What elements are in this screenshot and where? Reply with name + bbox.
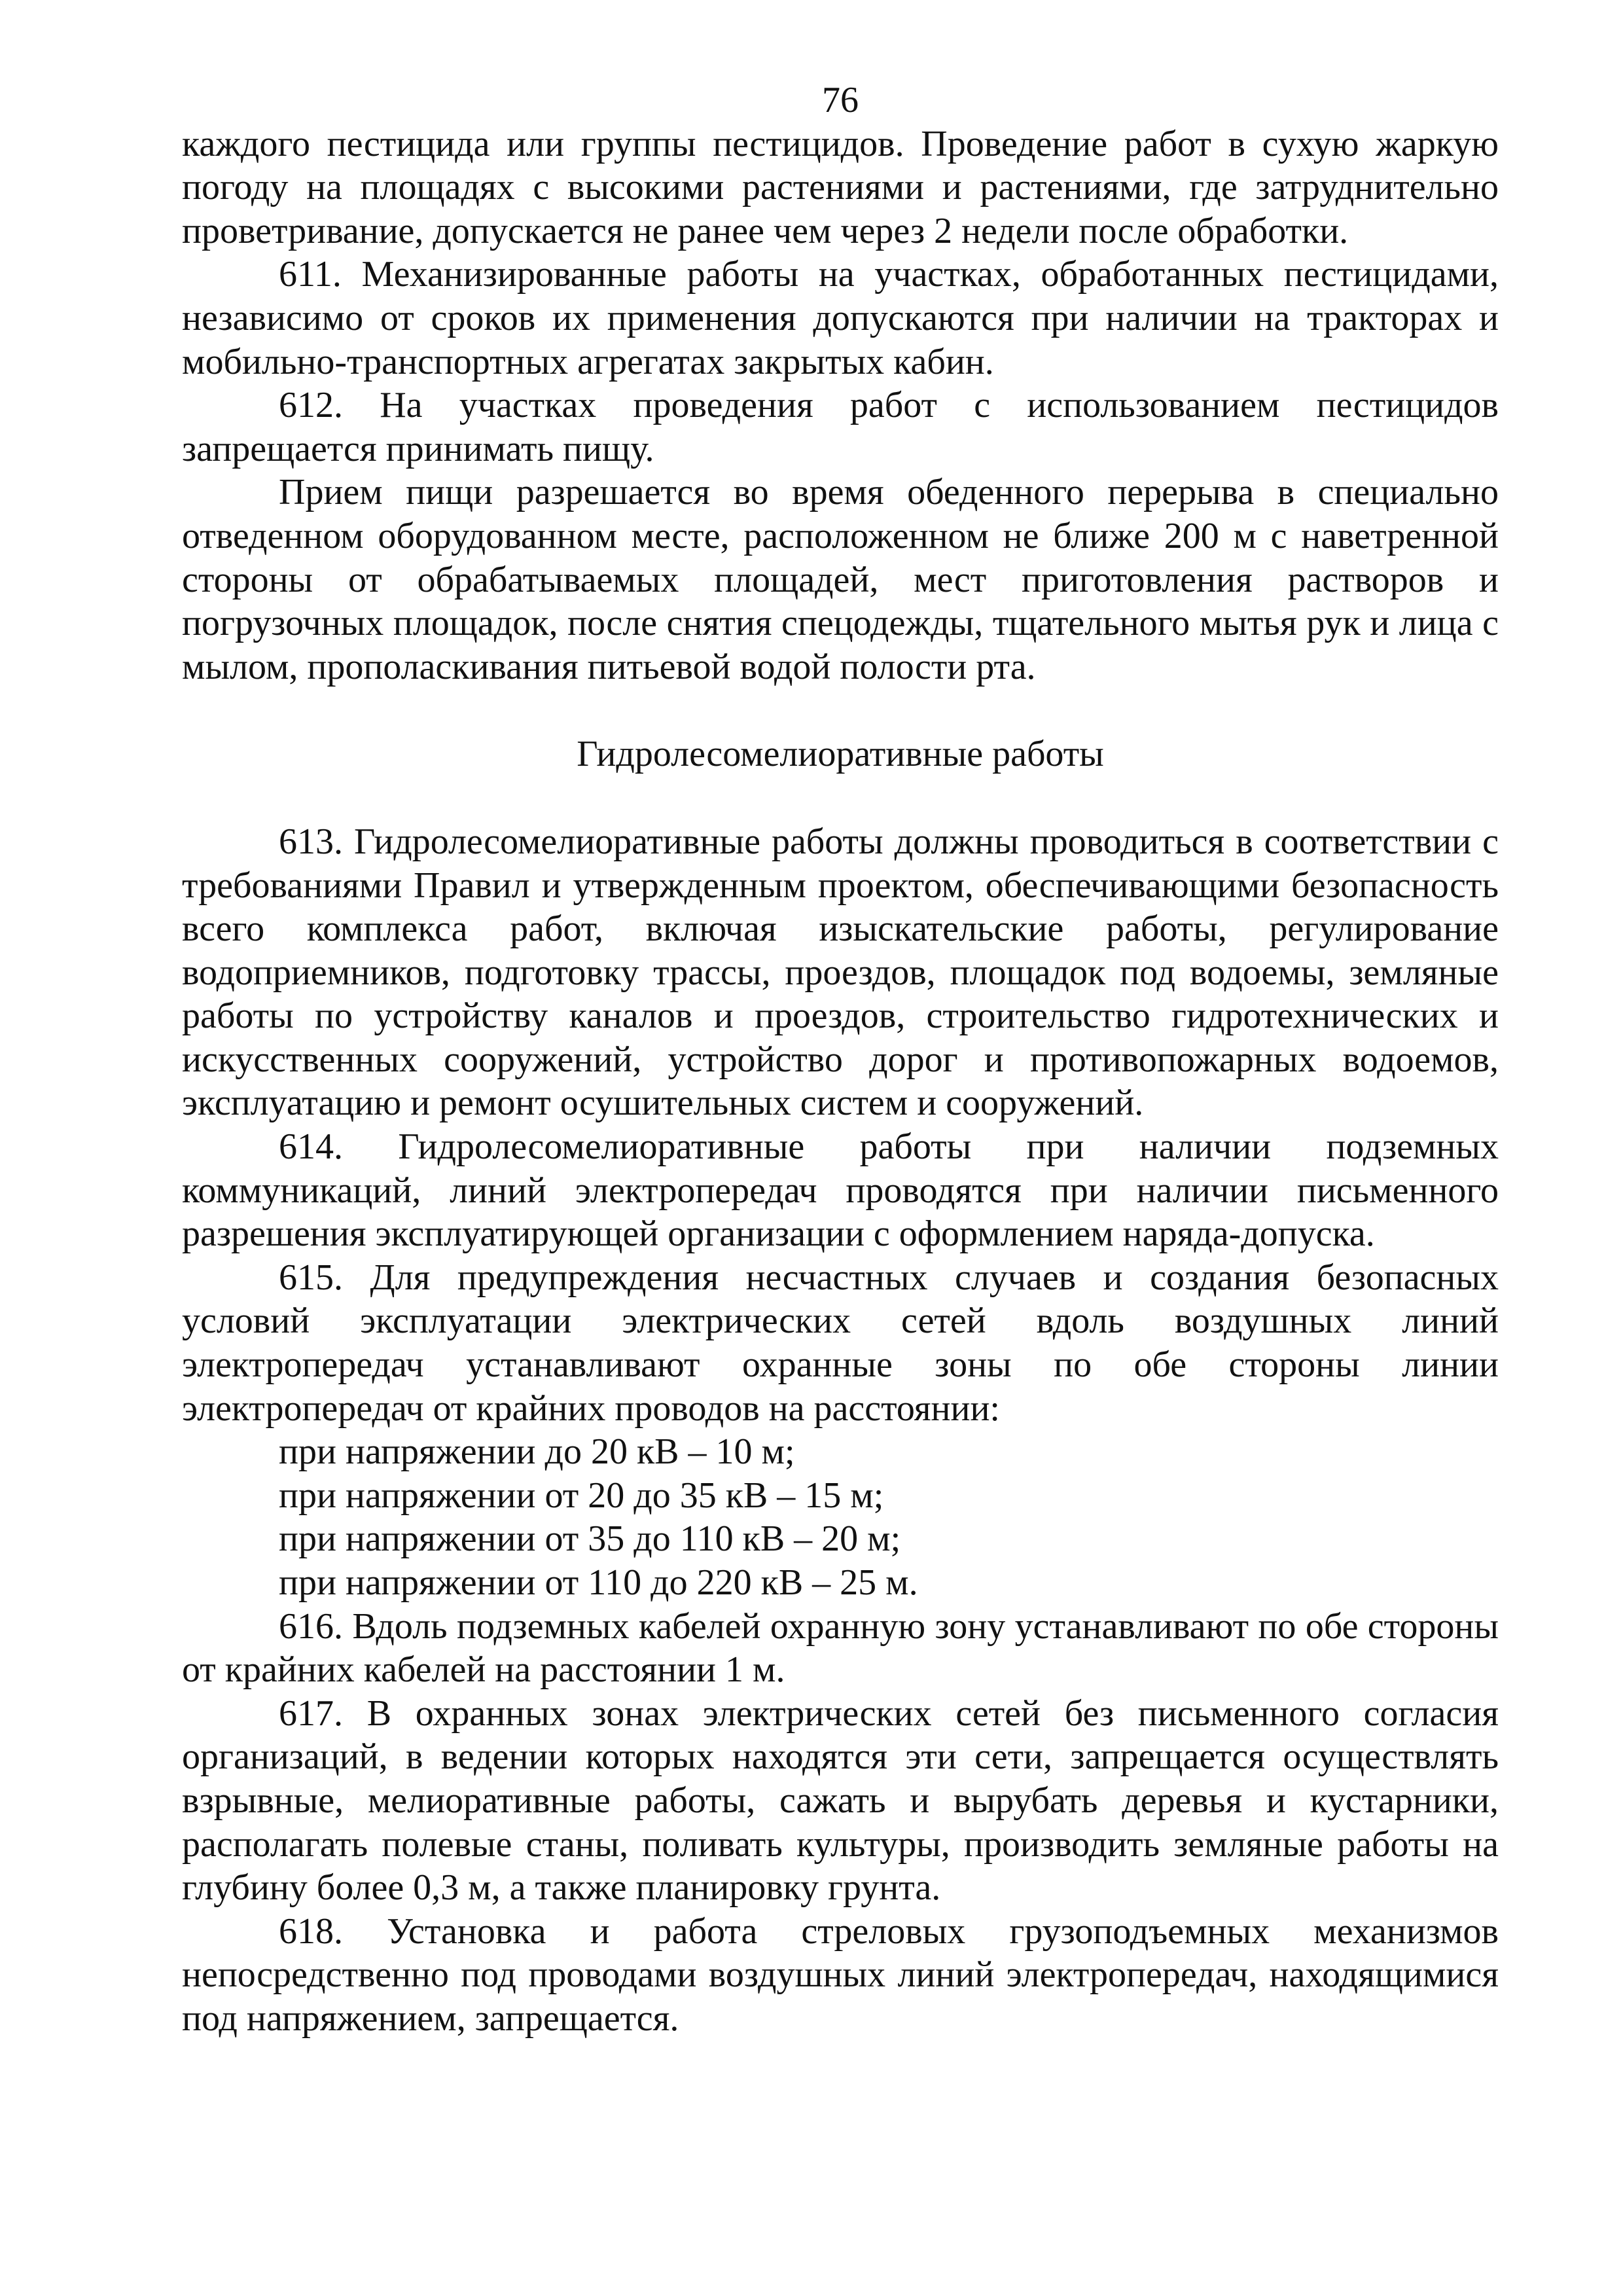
voltage-list-item: при напряжении до 20 кВ – 10 м; <box>279 1431 795 1473</box>
voltage-list-item: при напряжении от 20 до 35 кВ – 15 м; <box>279 1475 884 1516</box>
paragraph-614: 614. Гидролесомелиоративные работы при наличии подземных коммуникаций, линий электропередач проводятся при наличии письменного разрешения эксплуатирующей организации с оформлением наряда-допуска. <box>182 1126 1499 1255</box>
paragraph-616: 616. Вдоль подземных кабелей охранную зону устанавливают по обе стороны от крайних кабелей на расстоянии 1 м. <box>182 1605 1499 1691</box>
paragraph-617: 617. В охранных зонах электрических сетей без письменного согласия организаций, в ведении которых находятся эти сети, запрещается осуществлять взрывные, мелиоративные работы, сажать и вырубать деревья и кустарники, располагать полевые станы, поливать культуры, производить земляные работы на глубину более 0,3 м, а также планировку грунта. <box>182 1693 1499 1909</box>
paragraph-611: 611. Механизированные работы на участках, обработанных пестицидами, независимо от сроков их применения допускаются при наличии на тракторах и мобильно-транспортных агрегатах закрытых кабин. <box>182 254 1499 382</box>
voltage-list-item: при напряжении от 110 до 220 кВ – 25 м. <box>279 1562 918 1603</box>
paragraph-612-continuation: Прием пищи разрешается во время обеденного перерыва в специально отведенном оборудованном месте, расположенном не ближе 200 м с наветренной стороны от обрабатываемых площадей, мест приготовления растворов и погрузочных площадок, после снятия спецодежды, тщательного мытья рук и лица с мылом, прополаскивания питьевой водой полости рта. <box>182 472 1499 687</box>
paragraph-618: 618. Установка и работа стреловых грузоподъемных механизмов непосредственно под проводами воздушных линий электропередач, находящимися под напряжением, запрещается. <box>182 1910 1499 2039</box>
paragraph-615: 615. Для предупреждения несчастных случаев и создания безопасных условий эксплуатации электрических сетей вдоль воздушных линий электропередач устанавливают охранные зоны по обе стороны линии электропередач от крайних проводов на расстоянии: <box>182 1257 1499 1429</box>
page-number: 76 <box>822 80 859 120</box>
document-page <box>182 79 1499 2041</box>
paragraph-continuation: каждого пестицида или группы пестицидов. Проведение работ в сухую жаркую погоду на площадях с высокими растениями и растениями, где затруднительно проветривание, допускается не ранее чем через 2 недели после обработки. <box>182 123 1499 251</box>
section-heading: Гидролесомелиоративные работы <box>577 734 1104 775</box>
paragraph-613: 613. Гидролесомелиоративные работы должны проводиться в соответствии с требованиями Правил и утвержденным проектом, обеспечивающими безопасность всего комплекса работ, включая изыскательские работы, регулирование водоприемников, подготовку трассы, проездов, площадок под водоемы, земляные работы по устройству каналов и проездов, строительство гидротехнических и искусственных сооружений, устройство дорог и противопожарных водоемов, эксплуатацию и ремонт осушительных систем и сооружений. <box>182 821 1499 1124</box>
voltage-list-item: при напряжении от 35 до 110 кВ – 20 м; <box>279 1518 901 1560</box>
paragraph-612: 612. На участках проведения работ с использованием пестицидов запрещается принимать пищу. <box>182 385 1499 469</box>
